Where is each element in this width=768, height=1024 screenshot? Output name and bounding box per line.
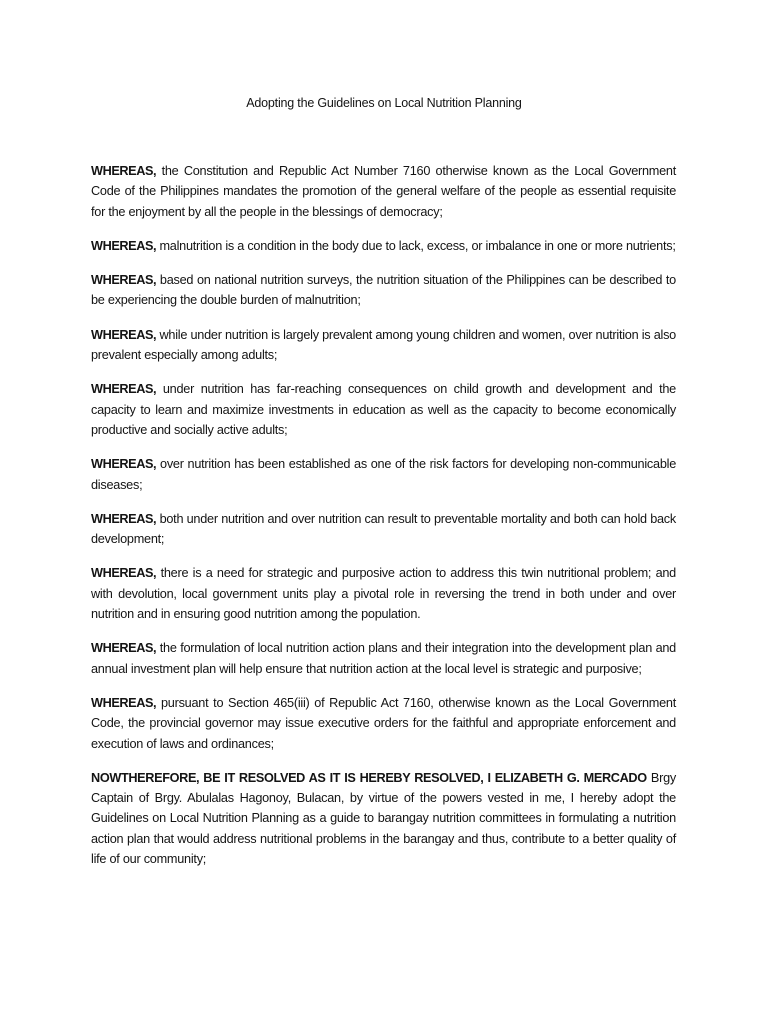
whereas-clause-4	[91, 325, 676, 366]
whereas-clause-2	[91, 236, 676, 256]
resolution-clause	[91, 768, 676, 869]
whereas-lead: WHEREAS,	[91, 327, 157, 342]
whereas-text: the formulation of local nutrition action plans and their integration into the development plan and annual investment plan will help ensure that nutrition action at the local level is strategic and purposive;	[91, 641, 676, 676]
resolution-heading: NOWTHEREFORE, BE IT RESOLVED AS IT IS HEREBY RESOLVED, I ELIZABETH G. MERCADO	[91, 770, 647, 785]
whereas-lead: WHEREAS,	[91, 566, 157, 581]
whereas-clause-8	[91, 563, 676, 624]
whereas-clause-5	[91, 379, 676, 440]
whereas-clause-10	[91, 693, 676, 754]
whereas-text: while under nutrition is largely prevalent among young children and women, over nutrition is also prevalent especially among adults;	[91, 327, 676, 363]
whereas-text: over nutrition has been established as one of the risk factors for developing non-communicable diseases;	[91, 457, 677, 492]
whereas-text: malnutrition is a condition in the body due to lack, excess, or imbalance in one or more nutrients;	[159, 238, 676, 253]
whereas-lead: WHEREAS,	[91, 641, 157, 656]
whereas-text: both under nutrition and over nutrition can result to preventable mortality and both can hold back development;	[91, 511, 676, 547]
resolution-text: Brgy Captain of Brgy. Abulalas Hagonoy, Bulacan, by virtue of the powers vested in me, I hereby adopt the Guidelines on Local Nutrition Planning as a guide to barangay nutrition committees in formulating a nutrition action plan that would address nutritional problems in the barangay and thus, contribute to a better quality of life of our community;	[91, 770, 676, 867]
whereas-lead: WHEREAS,	[91, 511, 157, 526]
whereas-text: the Constitution and Republic Act Number 7160 otherwise known as the Local Government Code of the Philippines mandates the promotion of the general welfare of the people as essential requisite for the enjoyment by all the people in the blessings of democracy;	[91, 164, 677, 219]
whereas-text: there is a need for strategic and purposive action to address this twin nutritional problem; and with devolution, local government units play a pivotal role in reversing the trend in both under and over nutrition and in ensuring good nutrition among the population.	[91, 566, 676, 622]
whereas-lead: WHEREAS,	[91, 695, 157, 710]
document-title: Adopting the Guidelines on Local Nutrition Planning	[246, 96, 522, 110]
whereas-clause-9	[91, 638, 676, 679]
whereas-clause-6	[91, 454, 676, 495]
whereas-lead: WHEREAS,	[91, 273, 157, 288]
whereas-text: pursuant to Section 465(iii) of Republic Act 7160, otherwise known as the Local Government Code, the provincial governor may issue executive orders for the faithful and appropriate enforcement and execution of laws and ordinances;	[91, 695, 676, 751]
whereas-lead: WHEREAS,	[91, 164, 157, 178]
document-body	[91, 161, 676, 883]
whereas-lead: WHEREAS,	[91, 457, 157, 472]
whereas-text: under nutrition has far-reaching consequences on child growth and development and the capacity to learn and maximize investments in education as well as the capacity to become economically productive and socially active adults;	[91, 382, 676, 437]
whereas-lead: WHEREAS,	[91, 238, 157, 253]
whereas-clause-7	[91, 509, 676, 550]
whereas-clause-3	[91, 270, 676, 311]
whereas-text: based on national nutrition surveys, the nutrition situation of the Philippines can be described to be experiencing the double burden of malnutrition;	[91, 273, 676, 308]
whereas-lead: WHEREAS,	[91, 382, 157, 397]
whereas-clause-1	[91, 161, 676, 222]
